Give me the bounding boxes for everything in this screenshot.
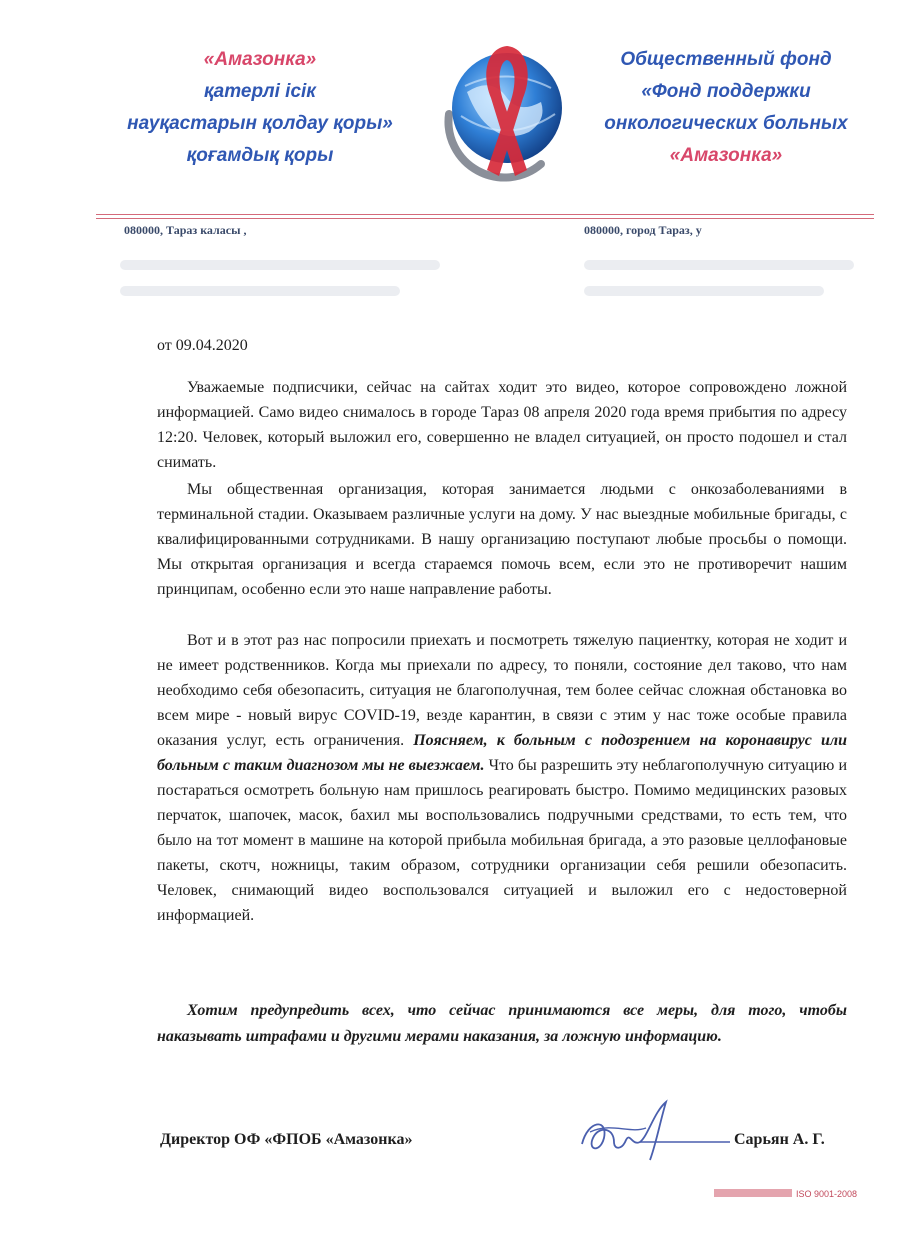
left-org-line2: қатерлі ісік (204, 81, 316, 102)
redacted-line (584, 260, 854, 270)
signer-name: Сарьян А. Г. (734, 1131, 825, 1148)
letter-date: от 09.04.2020 (157, 337, 248, 354)
paragraph-3-part2: Что бы разрешить эту неблагополучную ситуацию и постараться осмотреть больную нам пришлось реагировать быстро. Помимо медицинских разовых перчаток, шапочек, масок, бахил мы воспользовались подручными средствами, то есть тем, что было на тот момент в машине на которой прибыла мобильная бригада, а это разовые целлофановые пакеты, скотч, ножницы, таким образом, сотрудники организации себя решили обезопасить. Человек, снимающий видео воспользовался ситуацией и выложил его с недостоверной информацией. (157, 757, 848, 924)
globe-red-ribbon-icon (437, 36, 571, 186)
left-org-line3: науқастарын қолдау қоры» (127, 113, 393, 134)
footer-mark-text: ISO 9001-2008 (796, 1189, 858, 1199)
redacted-line (584, 286, 824, 296)
paragraph-3-part1: Вот и в этот раз нас попросили приехать и посмотреть тяжелую пациентку, которая не ходит и не имеет родственников. Когда мы приехали по адресу, то поняли, состояние дел таково, что нам необходимо себя обезопасить, ситуация не благополучная, тем более сейчас сложная обстановка во всем мире - новый вирус COVID-19, везде карантин, в связи с этим у нас тоже особые правила оказания услуг, есть ограничения. (157, 632, 847, 749)
left-org-line1: «Амазонка» (203, 49, 317, 70)
right-org-name (566, 44, 886, 172)
redacted-line (120, 260, 440, 270)
left-org-name (80, 44, 440, 172)
director-title: Директор ОФ «ФПОБ «Амазонка» (160, 1131, 413, 1148)
right-org-line4: «Амазонка» (669, 145, 783, 166)
address-left: 080000, Тараз каласы , (124, 223, 247, 237)
header-divider (96, 214, 874, 219)
printer-logo-icon (714, 1186, 862, 1198)
address-right: 080000, город Тараз, у (584, 223, 702, 237)
warning-paragraph: Хотим предупредить всех, что сейчас принимаются все меры, для того, чтобы наказывать штрафами и другими мерами наказания, за ложную информацию. (157, 1002, 847, 1045)
paragraph-2: Мы общественная организация, которая занимается людьми с онкозаболеваниями в терминальной стадии. Оказываем различные услуги на дому. У нас выездные мобильные бригады, с квалифицированными сотрудниками. В нашу организацию поступают любые просьбы о помощи. Мы открытая организация и всегда стараемся помочь всем, если это не противоречит нашим принципам, особенно если это наше направление работы. (157, 481, 847, 598)
right-org-line3: онкологических больных (604, 113, 848, 134)
right-org-line1: Общественный фонд (620, 49, 832, 70)
handwritten-signature-icon (570, 1092, 750, 1172)
redacted-line (120, 286, 400, 296)
right-org-line2: «Фонд поддержки (641, 81, 811, 102)
paragraph-3-emphasis: Поясняем, к больным с подозрением на коронавирус или больным с таким диагнозом мы не выезжаем. (157, 732, 848, 774)
paragraph-1: Уважаемые подписчики, сейчас на сайтах ходит это видео, которое сопровождено ложной информацией. Само видео снималось в городе Тараз 08 апреля 2020 года время прибытия по адресу 12:20. Человек, который выложил его, совершенно не владел ситуацией, он просто подошел и стал снимать. (157, 379, 847, 471)
paragraph-3 (157, 628, 847, 928)
left-org-line4: қоғамдық қоры (186, 145, 334, 166)
